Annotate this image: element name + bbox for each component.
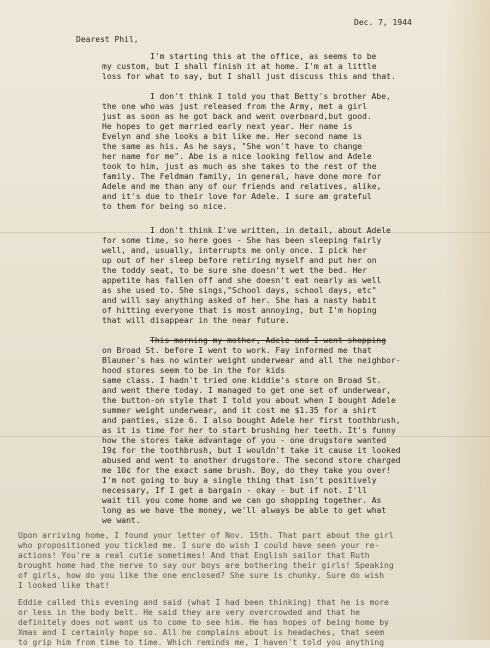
- paragraph-line: how the stores take advantage of you - one drugstore wanted: [102, 436, 387, 445]
- paragraph-line: and will say anything asked of her. She has a nasty habit: [102, 296, 377, 305]
- paragraph-line: necessary, If I get a bargain - okay - but if not. I'll: [102, 486, 367, 495]
- paragraph-line: that will disappear in the near future.: [102, 316, 290, 325]
- paragraph-line: to grip him from time to time. Which reminds me, I haven't told you anything: [18, 638, 385, 647]
- paragraph-line: and panties, size 6. I also bought Adele her first toothbrush,: [102, 416, 401, 425]
- paragraph-line: appetite has fallen off and she doesn't eat nearly as well: [102, 276, 382, 285]
- paragraph-line: of girls, how do you like the one enclosed? She sure is chunky. Sure do wish: [18, 571, 385, 580]
- paragraph-line: my custom, but I shall finish it at home. I'm at a little: [102, 62, 377, 71]
- paragraph-line: I'm not going to buy a single thing that isn't positively: [102, 476, 377, 485]
- paragraph-line: Adele and me than any of our friends and relatives, alike,: [102, 182, 382, 191]
- paragraph-line: for some time, so here goes - She has been sleeping fairly: [102, 236, 382, 245]
- paragraph-line: who propositioned you tickled me. I sure do wish I could have seen your re-: [18, 541, 380, 550]
- paragraph-line: the same as his. As he says, "She won't have to change: [102, 142, 363, 151]
- paragraph-line: I'm starting this at the office, as seems to be: [150, 52, 377, 61]
- paragraph-line: family. The Feldman family, in general, have done more for: [102, 172, 382, 181]
- paragraph-line: of hitting everyone that is most annoying, but I'm hoping: [102, 306, 377, 315]
- paragraph-line: loss for what to say, but I shall just discuss this and that.: [102, 72, 396, 81]
- paragraph-line: I looked like that!: [18, 581, 110, 590]
- letter-salutation: Dearest Phil,: [76, 35, 139, 44]
- paper-stain: [444, 0, 490, 640]
- paragraph-line: He hopes to get married early next year. Her name is: [102, 122, 353, 131]
- paragraph-line: and went there today. I managed to get one set of underwear,: [102, 386, 391, 395]
- paragraph-line: and it's due to their love for Adele. I sure am grateful: [102, 192, 372, 201]
- paragraph-line: actions! You're a real cutie sometimes! And that English sailor that Ruth: [18, 551, 370, 560]
- paragraph-line: same class. I hadn't tried one kiddie's store on Broad St.: [102, 376, 382, 385]
- paragraph-line: definitely does not want us to come to see him. He has hopes of being home by: [18, 618, 389, 627]
- paragraph-line: I don't think I told you that Betty's brother Abe,: [150, 92, 391, 101]
- paragraph-line: we want.: [102, 516, 141, 525]
- paragraph-line: wait til you come home and we can go shopping together. As: [102, 496, 382, 505]
- paragraph-line: to them for being so nice.: [102, 202, 228, 211]
- paragraph-line: as it is time for her to start brushing her teeth. It's funny: [102, 426, 396, 435]
- paragraph-line: long as we have the money, we'll always be able to get what: [102, 506, 387, 515]
- paragraph-line: as she used to. She sings,"School days, school days, etc": [102, 286, 377, 295]
- letter-date: Dec. 7, 1944: [354, 18, 412, 27]
- paragraph-line: just as soon as he got back and went overboard,but good.: [102, 112, 372, 121]
- paragraph-line: up out of her sleep before retiring myself and put her on: [102, 256, 377, 265]
- paragraph-line: abused and went to another drugstore. The second store charged: [102, 456, 401, 465]
- paragraph-line: the button-on style that I told you about when I bought Adele: [102, 396, 396, 405]
- paragraph-line: hood stores seem to be in the for kids: [102, 366, 286, 375]
- paragraph-line: Evelyn and she looks a bit like me. Her second name is: [102, 132, 363, 141]
- paragraph-line: Blauner's has no winter weight underwear and all the neighbor-: [102, 356, 401, 365]
- paragraph-line: summer weight underwear, and it cost me $1.35 for a shirt: [102, 406, 377, 415]
- paragraph-line: the toddy seat, to be sure she doesn't wet the bed. Her: [102, 266, 367, 275]
- paragraph-line: her name for me". Abe is a nice looking fellow and Adele: [102, 152, 372, 161]
- paragraph-line: Upon arriving home, I found your letter of Nov. 15th. That part about the girl: [18, 531, 394, 540]
- paragraph-line: on Broad St. before I went to work. Fay informed me that: [102, 346, 372, 355]
- paragraph-line: took to him, just as much as she takes to the rest of the: [102, 162, 377, 171]
- paragraph-line: me 10¢ for the exact same brush. Boy, do they take you over!: [102, 466, 391, 475]
- paragraph-line: well, and, usually, interrupts me only once. I pick her: [102, 246, 367, 255]
- paragraph-line: or less in the body belt. He said they are very overcrowded and that he: [18, 608, 360, 617]
- paragraph-line: brought home had the nerve to say our boys are bothering their girls! Speaking: [18, 561, 394, 570]
- paragraph-line: I don't think I've written, in detail, about Adele: [150, 226, 391, 235]
- paragraph-line: 19¢ for the toothbrush, but I wouldn't take it cause it looked: [102, 446, 401, 455]
- paragraph-line: Xmas and I certainly hope so. All he complains about is headaches, that seem: [18, 628, 385, 637]
- struck-line: This morning my mother, Adele and I went shopping: [150, 336, 387, 345]
- paragraph-line: Eddie called this evening and said (what I had been thinking) that he is more: [18, 598, 389, 607]
- paragraph-line: the one who was just released from the Army, met a girl: [102, 102, 367, 111]
